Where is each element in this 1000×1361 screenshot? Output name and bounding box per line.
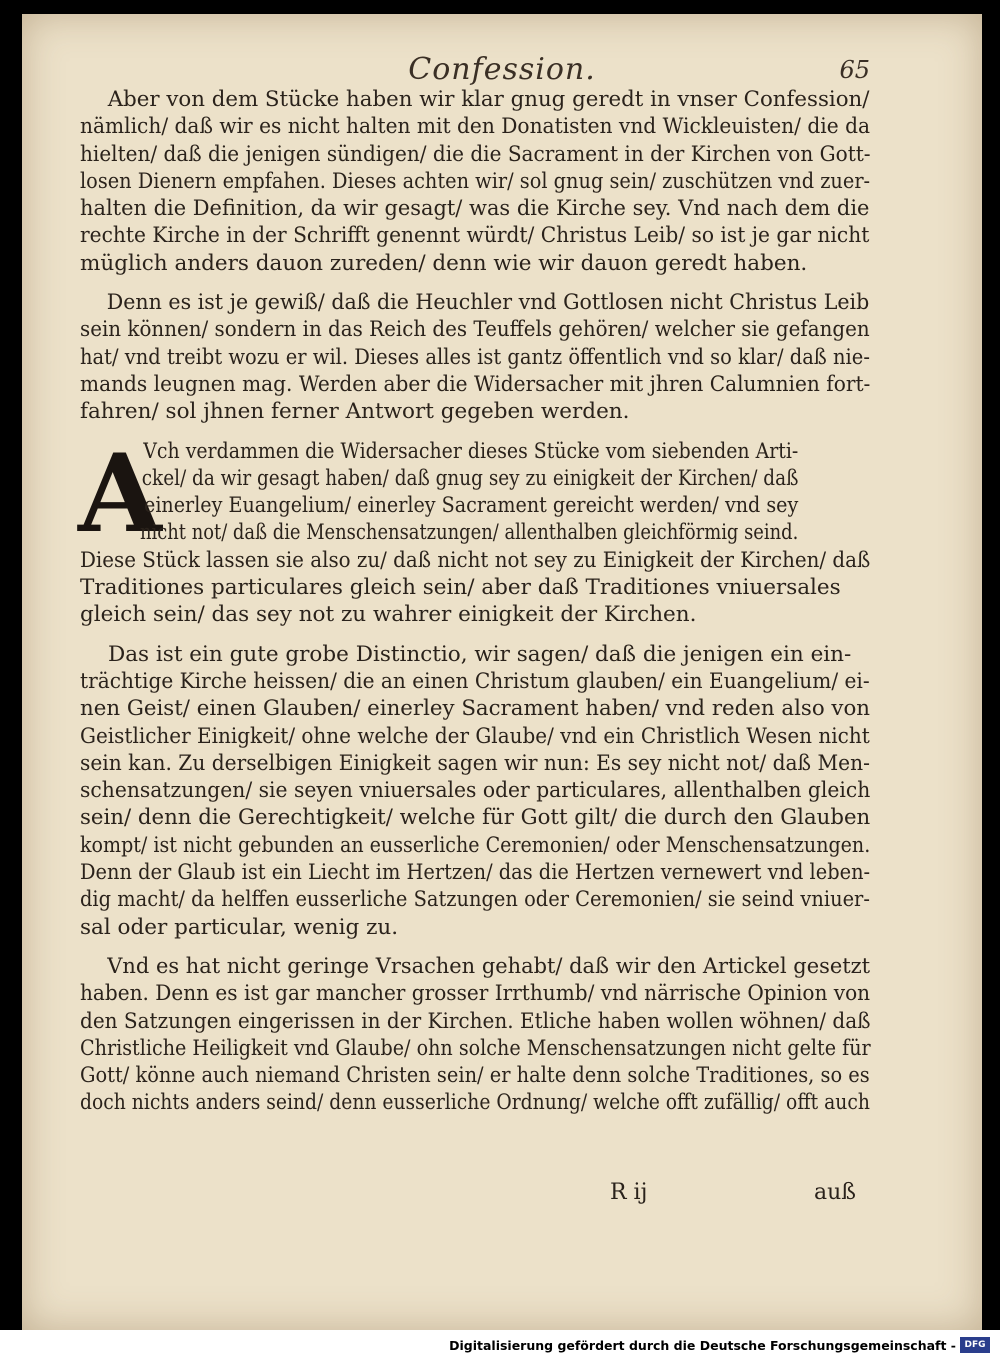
text-line: müglich anders dauon zureden/ denn wie wir dauon geredt haben. <box>80 250 808 276</box>
text-line: Das ist ein gute grobe Distinctio, wir sagen/ daß die jenigen ein ein- <box>108 641 852 667</box>
text-line: Denn der Glaub ist ein Liecht im Hertzen/ das die Hertzen vernewert vnd leben- <box>80 860 871 886</box>
catchword-line <box>22 1180 982 1210</box>
text-line: gleich sein/ das sey not zu wahrer einigkeit der Kirchen. <box>80 602 697 628</box>
paragraph <box>80 289 870 425</box>
text-line: sein kan. Zu derselbigen Einigkeit sagen wir nun: Es sey nicht not/ daß Men- <box>80 750 870 776</box>
text-line: losen Dienern empfahen. Dieses achten wir/ sol gnug sein/ zuschützen vnd zuer- <box>80 168 871 194</box>
text-line: Diese Stück lassen sie also zu/ daß nicht not sey zu Einigkeit der Kirchen/ daß <box>80 547 871 573</box>
footer-bar <box>0 1330 1000 1361</box>
text-line: hat/ vnd treibt wozu er wil. Dieses alles ist gantz öffentlich vnd so klar/ daß nie- <box>80 344 870 370</box>
text-line: schensatzungen/ sie seyen vniuersales oder particulares, allenthalben gleich <box>80 778 871 804</box>
book-page <box>22 14 982 1330</box>
text-line: mands leugnen mag. Werden aber die Widersacher mit jhren Calumnien fort- <box>80 371 871 397</box>
text-line: Geistlicher Einigkeit/ ohne welche der Glaube/ vnd ein Christlich Wesen nicht <box>80 723 870 749</box>
text-line: nämlich/ daß wir es nicht halten mit den Donatisten vnd Wickleuisten/ die da <box>80 114 871 140</box>
text-line: sein können/ sondern in das Reich des Teuffels gehören/ welcher sie gefangen <box>80 317 870 343</box>
text-line: halten die Definition, da wir gesagt/ was die Kirche sey. Vnd nach dem die <box>80 196 870 222</box>
text-line: Christliche Heiligkeit vnd Glaube/ ohn solche Menschensatzungen nicht gelte für <box>80 1035 871 1061</box>
text-line: rechte Kirche in der Schrifft genennt würdt/ Christus Leib/ so ist je gar nicht <box>80 223 870 249</box>
text-line: nicht not/ daß die Menschensatzungen/ allenthalben gleichförmig seind. <box>139 520 799 546</box>
text-line: Aber von dem Stücke haben wir klar gnug geredt in vnser Confession/ <box>107 87 870 112</box>
text-line: kompt/ ist nicht gebunden an eusserliche Ceremonien/ oder Menschensatzungen. <box>80 832 871 858</box>
catchword: auß <box>814 1180 856 1205</box>
drop-cap-initial: A <box>78 430 162 557</box>
text-line: fahren/ sol jhnen ferner Antwort gegeben werden. <box>80 399 630 425</box>
text-line: den Satzungen eingerissen in der Kirchen. Etliche haben wollen wöhnen/ daß <box>80 1008 871 1034</box>
text-line: Vch verdammen die Widersacher dieses Stücke vom siebenden Arti- <box>143 438 799 464</box>
text-line: dig macht/ da helffen eusserliche Satzungen oder Ceremonien/ sie seind vniuer- <box>80 887 870 913</box>
text-line: trächtige Kirche heissen/ die an einen Christum glauben/ ein Euangelium/ ei- <box>80 668 870 694</box>
text-line: Gott/ könne auch niemand Christen sein/ er halte denn solche Traditiones, so es <box>80 1063 870 1089</box>
dfg-logo: DFG <box>960 1337 990 1353</box>
text-line: doch nichts anders seind/ denn eusserliche Ordnung/ welche offt zufällig/ offt auch <box>80 1090 870 1116</box>
body-text <box>80 86 870 1129</box>
text-line: Vnd es hat nicht geringe Vrsachen gehabt/ daß wir den Artickel gesetzt <box>107 953 871 979</box>
funding-credit: Digitalisierung gefördert durch die Deutsche Forschungsgemeinschaft - <box>449 1338 956 1353</box>
text-line: nen Geist/ einen Glauben/ einerley Sacrament haben/ vnd reden also von <box>80 696 871 722</box>
paragraph <box>80 86 870 277</box>
paragraph <box>80 953 870 1117</box>
text-line: einerley Euangelium/ einerley Sacrament gereicht werden/ vnd sey <box>144 493 799 519</box>
page-number: 65 <box>839 56 870 84</box>
running-head: Confession. <box>408 52 596 87</box>
text-line: Denn es ist je gewiß/ daß die Heuchler vnd Gottlosen nicht Christus Leib <box>106 290 870 316</box>
text-line: ckel/ da wir gesagt haben/ daß gnug sey zu einigkeit der Kirchen/ daß <box>141 465 799 491</box>
text-line: haben. Denn es ist gar mancher grosser Irrthumb/ vnd närrische Opinion von <box>80 981 871 1007</box>
paragraph <box>80 641 870 941</box>
text-line: hielten/ daß die jenigen sündigen/ die die Sacrament in der Kirchen von Gott- <box>80 141 871 167</box>
paragraph <box>78 430 871 629</box>
text-line: Traditiones particulares gleich sein/ aber daß Traditiones vniuersales <box>80 575 841 601</box>
text-line: sal oder particular, wenig zu. <box>80 914 399 940</box>
signature-mark: R ij <box>610 1180 648 1205</box>
text-line: sein/ denn die Gerechtigkeit/ welche für Gott gilt/ die durch den Glauben <box>80 805 871 831</box>
